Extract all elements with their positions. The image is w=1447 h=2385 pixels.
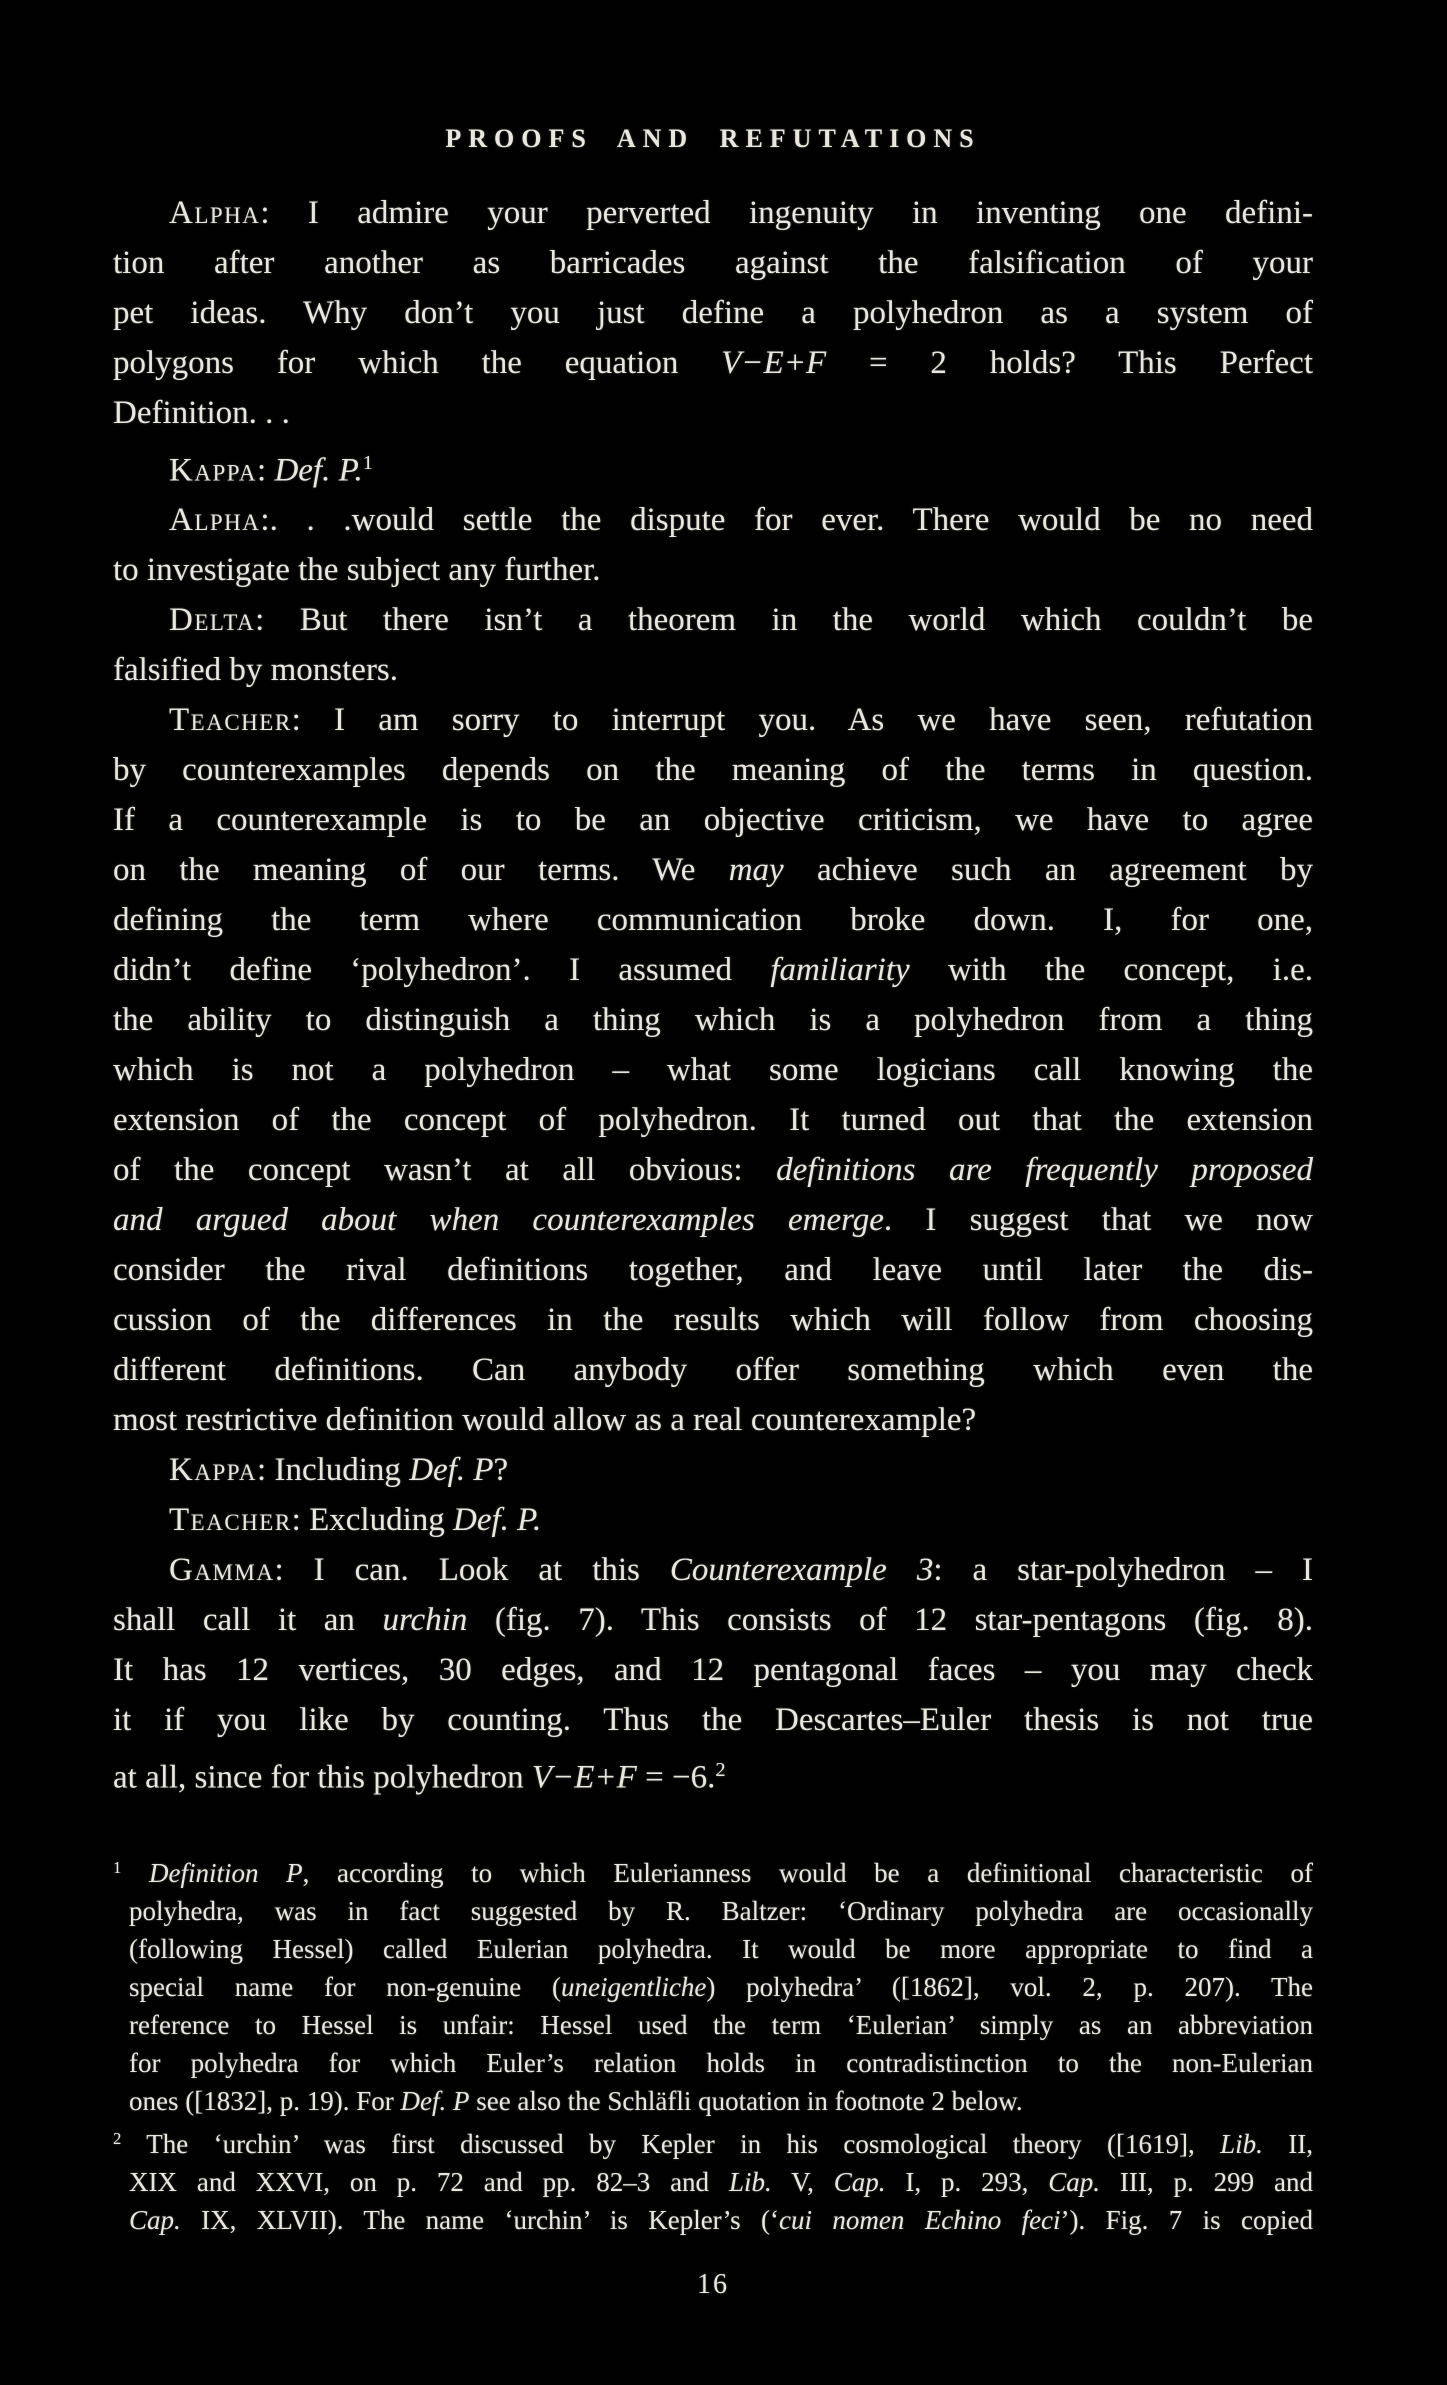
text-run: polygons for which the equation xyxy=(113,345,722,381)
text-run: defining the term where communication broke down. I, for one, xyxy=(113,902,1313,939)
text-run: : I can. Look at this xyxy=(274,1552,670,1589)
text-line xyxy=(113,745,1313,795)
text-run: Definition P xyxy=(149,1857,303,1888)
text-run: falsified by monsters. xyxy=(113,652,399,689)
text-run: uneigentliche xyxy=(560,1971,707,2002)
text-line xyxy=(113,2201,1313,2239)
dialogue-paragraph xyxy=(113,1445,1313,1495)
text-line xyxy=(113,288,1313,338)
text-line xyxy=(113,795,1313,845)
text-line xyxy=(113,238,1313,288)
text-line xyxy=(113,1968,1313,2006)
running-head: PROOFS AND REFUTATIONS xyxy=(445,124,981,153)
text-line xyxy=(113,1295,1313,1345)
footnote-marker: 1 xyxy=(113,1857,122,1877)
speaker-name: Alpha xyxy=(169,195,261,231)
speaker-name: Delta xyxy=(169,602,256,639)
footnotes-section xyxy=(113,1849,1313,2239)
text-line xyxy=(113,2082,1313,2120)
text-run: V−E+F xyxy=(531,1759,637,1796)
text-run: for polyhedra for which Euler’s relation holds in contradistinction to the non-Eulerian xyxy=(129,2047,1313,2078)
text-block xyxy=(113,0,1313,2301)
text-run: Lib. xyxy=(1220,2128,1263,2159)
text-run: Definition. . . xyxy=(113,395,290,431)
text-line xyxy=(113,1195,1313,1245)
speaker-name: Kappa xyxy=(169,1452,258,1489)
text-run: pet ideas. Why don’t you just define a polyhedron as a system of xyxy=(113,295,1313,331)
text-run: I, p. 293, xyxy=(885,2166,1049,2197)
text-run: may xyxy=(728,852,784,889)
text-run: with the concept, i.e. xyxy=(909,952,1313,989)
text-run: Def. P. xyxy=(452,1502,542,1539)
text-line xyxy=(113,1930,1313,1968)
text-line xyxy=(113,1892,1313,1930)
text-run: IX, XLVII). The name ‘urchin’ is Kepler’s (‘ xyxy=(180,2204,780,2235)
speaker-name: Gamma xyxy=(169,1552,275,1589)
text-run: on the meaning of our terms. We xyxy=(113,852,729,889)
text-run: : Including xyxy=(257,1452,410,1489)
text-line xyxy=(113,545,1313,595)
footnote xyxy=(113,2120,1313,2239)
text-line xyxy=(113,1045,1313,1095)
text-run: V, xyxy=(771,2166,834,2197)
speaker-name: Kappa xyxy=(169,452,258,489)
text-line xyxy=(113,695,1313,745)
text-run: special name for non-genuine ( xyxy=(129,1971,561,2002)
dialogue-paragraph xyxy=(113,695,1313,1445)
text-run: : a star-polyhedron – I xyxy=(933,1552,1313,1589)
text-run: different definitions. Can anybody offer something which even the xyxy=(113,1352,1313,1389)
text-line xyxy=(113,1849,1313,1892)
page-number: 16 xyxy=(697,2268,729,2300)
text-run: ? xyxy=(493,1452,509,1489)
dialogue-paragraph xyxy=(113,188,1313,438)
dialogue-paragraph xyxy=(113,438,1313,495)
text-line xyxy=(113,2120,1313,2163)
text-run: (fig. 7). This consists of 12 star-pentagons (fig. 8). xyxy=(467,1602,1313,1639)
text-line xyxy=(113,1345,1313,1395)
text-run: familiarity xyxy=(770,952,910,989)
text-run: The ‘urchin’ was first discussed by Kepler in his cosmological theory ([1619], xyxy=(121,2128,1221,2159)
text-run: shall call it an xyxy=(113,1602,383,1639)
text-run: : I am sorry to interrupt you. As we have seen, refutation xyxy=(291,702,1313,739)
text-run: achieve such an agreement by xyxy=(783,852,1314,889)
text-line xyxy=(113,1245,1313,1295)
text-line xyxy=(113,995,1313,1045)
text-run: XIX and XXVI, on p. 72 and pp. 82–3 and xyxy=(129,2166,729,2197)
text-run: didn’t define ‘polyhedron’. I assumed xyxy=(113,952,771,989)
text-line xyxy=(113,2044,1313,2082)
text-run: It has 12 vertices, 30 edges, and 12 pentagonal faces – you may check xyxy=(113,1652,1313,1689)
text-run: urchin xyxy=(382,1602,468,1639)
text-line xyxy=(113,338,1313,388)
footnote-marker: 2 xyxy=(113,2128,122,2148)
text-line xyxy=(113,1445,1313,1495)
speaker-name: Teacher xyxy=(169,1502,292,1539)
text-run: : But there isn’t a theorem in the world which couldn’t be xyxy=(255,602,1313,639)
text-line xyxy=(113,188,1313,238)
speaker-name: Teacher xyxy=(169,702,292,739)
text-run: see also the Schläfli quotation in footnote 2 below. xyxy=(469,2085,1023,2116)
text-line xyxy=(113,1145,1313,1195)
text-line xyxy=(113,1745,1313,1802)
text-run: at all, since for this polyhedron xyxy=(113,1759,532,1796)
text-line xyxy=(113,595,1313,645)
text-run: ’). Fig. 7 is copied xyxy=(1060,2204,1313,2235)
speaker-name: Alpha xyxy=(169,502,261,539)
footnote-marker: 1 xyxy=(362,452,373,474)
text-line xyxy=(113,1595,1313,1645)
text-line xyxy=(113,1495,1313,1545)
text-run: to investigate the subject any further. xyxy=(113,552,601,589)
text-line xyxy=(113,1095,1313,1145)
text-line xyxy=(113,1395,1313,1445)
dialogue-paragraph xyxy=(113,1545,1313,1802)
text-line xyxy=(113,2163,1313,2201)
text-run: III, p. 299 and xyxy=(1100,2166,1313,2197)
text-run: it if you like by counting. Thus the Descartes–Euler thesis is not true xyxy=(113,1702,1313,1739)
text-run: definitions are frequently proposed xyxy=(776,1152,1313,1189)
text-run: the ability to distinguish a thing which is a polyhedron from a thing xyxy=(113,1002,1313,1039)
dialogue-paragraph xyxy=(113,595,1313,695)
text-line xyxy=(113,2006,1313,2044)
text-run: ones ([1832], p. 19). For xyxy=(129,2085,401,2116)
text-run: V−E+F xyxy=(721,345,827,381)
text-run: and argued about when counterexamples emerge xyxy=(113,1202,884,1239)
text-run: Cap. xyxy=(1048,2166,1101,2197)
text-run: , according to which Eulerianness would be a definitional characteristic of xyxy=(302,1857,1313,1888)
text-line xyxy=(113,438,1313,495)
text-run xyxy=(121,1858,149,1888)
text-run: Cap. xyxy=(833,2166,886,2197)
text-line xyxy=(113,1545,1313,1595)
text-run: If a counterexample is to be an objective criticism, we have to agree xyxy=(113,802,1313,839)
text-run: II, xyxy=(1262,2128,1313,2159)
text-run: ) polyhedra’ ([1862], vol. 2, p. 207). The xyxy=(706,1971,1313,2002)
text-run: : Excluding xyxy=(291,1502,453,1539)
text-run: cussion of the differences in the results which will follow from choosing xyxy=(113,1302,1313,1339)
text-run: (following Hessel) called Eulerian polyhedra. It would be more appropriate to find a xyxy=(129,1933,1313,1964)
text-run: reference to Hessel is unfair: Hessel used the term ‘Eulerian’ simply as an abbreviation xyxy=(129,2009,1313,2040)
footnote xyxy=(113,1849,1313,2120)
text-line xyxy=(113,1645,1313,1695)
text-run: tion after another as barricades against the falsification of your xyxy=(113,245,1313,281)
text-run: of the concept wasn’t at all obvious: xyxy=(113,1152,777,1189)
dialogue-section xyxy=(113,188,1313,1803)
text-line xyxy=(113,945,1313,995)
footnote-marker: 2 xyxy=(715,1759,726,1782)
text-run: polyhedra, was in fact suggested by R. Baltzer: ‘Ordinary polyhedra are occasionally xyxy=(129,1895,1313,1926)
text-run: = 2 holds? This Perfect xyxy=(826,345,1313,381)
text-line xyxy=(113,1695,1313,1745)
text-line xyxy=(113,845,1313,895)
text-line xyxy=(113,388,1313,438)
text-run: :. . .would settle the dispute for ever. There would be no need xyxy=(260,502,1313,539)
text-run: most restrictive definition would allow as a real counterexample? xyxy=(113,1402,977,1439)
text-run: Def. P xyxy=(409,1452,494,1489)
text-run: Counterexample 3 xyxy=(669,1552,934,1589)
text-line xyxy=(113,495,1313,545)
text-run: Def. P xyxy=(400,2085,470,2116)
text-run: consider the rival definitions together, and leave until later the dis- xyxy=(113,1252,1313,1289)
text-run: Def. P. xyxy=(274,452,363,489)
text-line xyxy=(113,895,1313,945)
text-run: which is not a polyhedron – what some logicians call knowing the xyxy=(113,1052,1313,1089)
text-run: Lib. xyxy=(728,2166,772,2197)
text-line xyxy=(113,645,1313,695)
text-run: = −6. xyxy=(636,1759,716,1796)
text-run: Cap. xyxy=(129,2204,181,2235)
text-run: : I admire your perverted ingenuity in inventing one defini- xyxy=(260,195,1313,231)
text-run: . I suggest that we now xyxy=(883,1202,1313,1239)
text-run: extension of the concept of polyhedron. It turned out that the extension xyxy=(113,1102,1313,1139)
text-run: : xyxy=(257,452,275,489)
text-run: by counterexamples depends on the meaning of the terms in question. xyxy=(113,752,1313,789)
dialogue-paragraph xyxy=(113,1495,1313,1545)
text-run: cui nomen Echino feci xyxy=(779,2204,1061,2235)
dialogue-paragraph xyxy=(113,495,1313,595)
